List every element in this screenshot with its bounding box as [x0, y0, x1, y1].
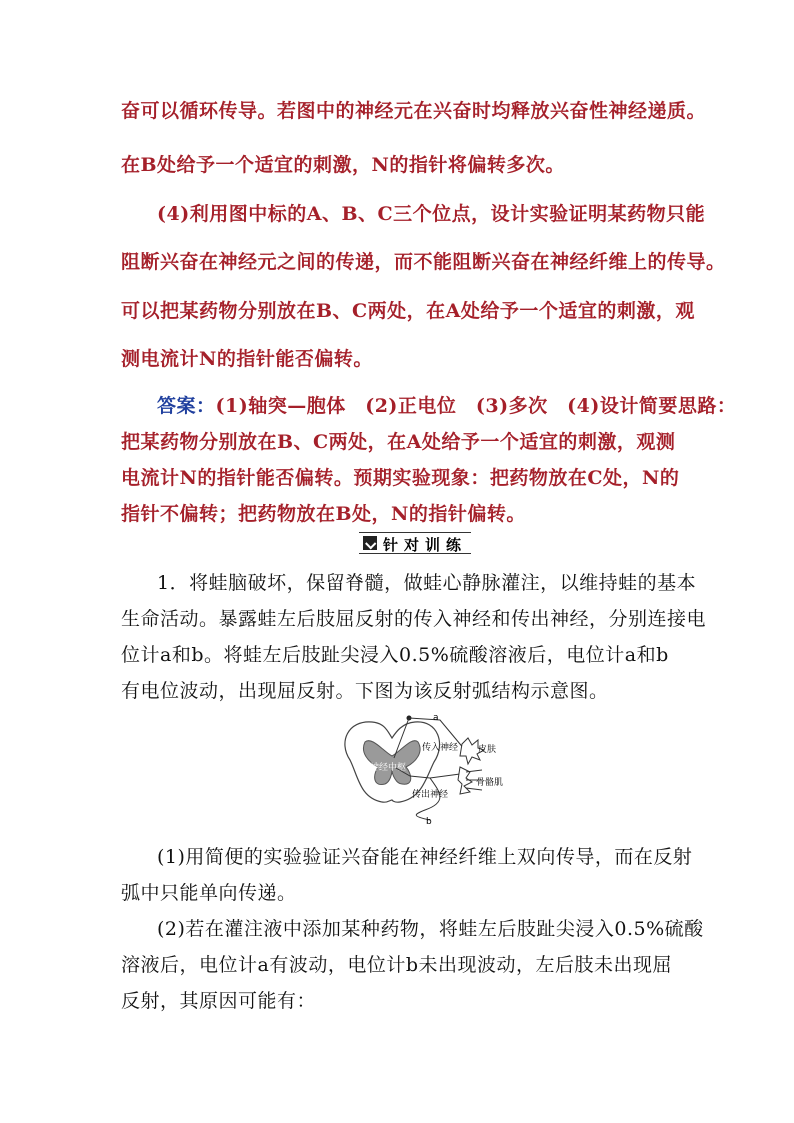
question-line: 位计a和b。将蛙左后肢趾尖浸入0.5%硫酸溶液后，电位计a和b: [121, 644, 669, 666]
skin-label: 皮肤: [478, 745, 497, 755]
question-line: 1．将蛙脑破坏，保留脊髓，做蛙心静脉灌注，以维持蛙的基本: [157, 572, 697, 594]
afferent-label: 传入神经: [422, 743, 459, 753]
banner-title: 针对训练: [383, 536, 468, 554]
reflex-arc-diagram: [330, 712, 510, 827]
subquestion-line: 反射，其原因可能有：: [121, 990, 317, 1012]
question-line: 生命活动。暴露蛙左后肢屈反射的传入神经和传出神经，分别连接电: [121, 608, 707, 630]
answer-line: 指针不偏转；把药物放在B处，N的指针偏转。: [121, 503, 526, 525]
answer-line: 把某药物分别放在B、C两处，在A处给予一个适宜的刺激，观测: [121, 431, 676, 453]
center-label: 神经中枢: [370, 763, 407, 773]
muscle-label: 骨骼肌: [476, 778, 504, 788]
answer-line: 电流计N的指针能否偏转。预期实验现象：把药物放在C处，N的: [121, 467, 680, 489]
label-a: a: [433, 713, 439, 723]
label-b: b: [426, 817, 432, 827]
question-line: 有电位波动，出现屈反射。下图为该反射弧结构示意图。: [121, 680, 609, 702]
subquestion-line: 弧中只能单向传递。: [121, 882, 297, 904]
subquestion-line: (2)若在灌注液中添加某种药物，将蛙左后肢趾尖浸入0.5%硫酸: [157, 918, 704, 940]
text-line: 奋可以循环传导。若图中的神经元在兴奋时均释放兴奋性神经递质。: [121, 100, 707, 122]
answer-label: 答案：: [157, 395, 216, 417]
text-line: 可以把某药物分别放在B、C两处，在A处给予一个适宜的刺激，观: [121, 300, 695, 322]
text-line: 阻断兴奋在神经元之间的传递，而不能阻断兴奋在神经纤维上的传导。: [121, 251, 726, 273]
practice-banner: [359, 532, 471, 554]
efferent-label: 传出神经: [412, 790, 449, 800]
answer-line: [157, 391, 736, 418]
text-line: (4)利用图中标的A、B、C三个位点，设计实验证明某药物只能: [157, 203, 706, 225]
arrow-icon: [363, 536, 377, 550]
subquestion-line: (1)用简便的实验验证兴奋能在神经纤维上双向传导，而在反射: [157, 846, 693, 868]
text-line: 测电流计N的指针能否偏转。: [121, 348, 373, 370]
answer-text: (1)轴突—胞体 (2)正电位 (3)多次 (4)设计简要思路：: [215, 395, 737, 417]
subquestion-line: 溶液后，电位计a有波动，电位计b未出现波动，左后肢未出现屈: [121, 954, 672, 976]
text-line: 在B处给予一个适宜的刺激，N的指针将偏转多次。: [121, 154, 565, 176]
